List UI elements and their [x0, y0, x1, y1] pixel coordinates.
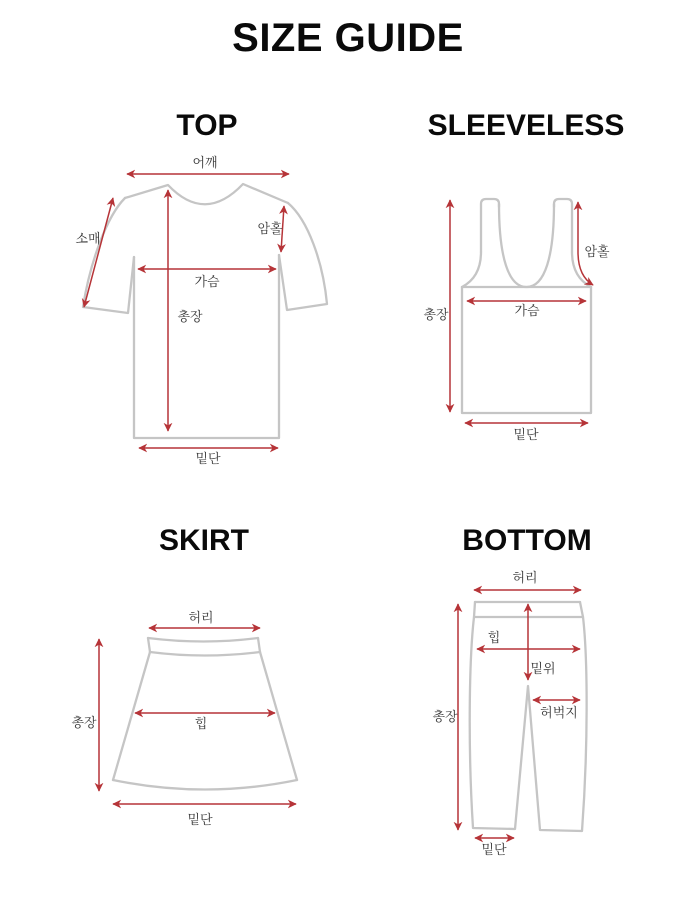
bottom-hem-label: 밑단: [481, 842, 507, 857]
top-sleeve-label: 소매: [75, 231, 101, 246]
bottom-length-label: 총장: [432, 709, 458, 724]
bottom-rise-label: 밑위: [530, 661, 556, 676]
top-hem-label: 밑단: [195, 451, 221, 466]
top-armhole-label: 암홀: [257, 221, 283, 236]
section-sleeveless: [423, 109, 624, 442]
sleeveless-heading: SLEEVELESS: [427, 109, 625, 142]
skirt-waist-label: 허리: [188, 610, 214, 625]
skirt-hip-label: 힙: [194, 716, 208, 731]
section-top: [75, 109, 327, 466]
skirt-hem-label: 밑단: [187, 812, 213, 827]
top-heading: TOP: [176, 109, 238, 142]
top-chest-label: 가슴: [194, 274, 220, 289]
bottom-heading: BOTTOM: [462, 524, 592, 557]
section-skirt: [71, 524, 297, 827]
sleeveless-hem-label: 밑단: [513, 427, 539, 442]
sleeveless-chest-label: 가슴: [514, 303, 540, 318]
sleeveless-armhole-label: 암홀: [584, 244, 610, 259]
top-shoulder-label: 어깨: [192, 155, 218, 170]
bottom-waist-label: 허리: [512, 570, 538, 585]
sleeveless-length-label: 총장: [423, 307, 449, 322]
top-sleeve-arrow: [84, 198, 113, 307]
skirt-heading: SKIRT: [159, 524, 249, 557]
bottom-hip-label: 힙: [487, 630, 501, 645]
section-bottom: [432, 524, 591, 857]
bottom-thigh-label: 허벅지: [540, 705, 578, 720]
tshirt-outline: [83, 184, 327, 438]
skirt-length-label: 총장: [71, 715, 97, 730]
page-title: SIZE GUIDE: [232, 16, 464, 60]
top-length-label: 총장: [177, 309, 203, 324]
